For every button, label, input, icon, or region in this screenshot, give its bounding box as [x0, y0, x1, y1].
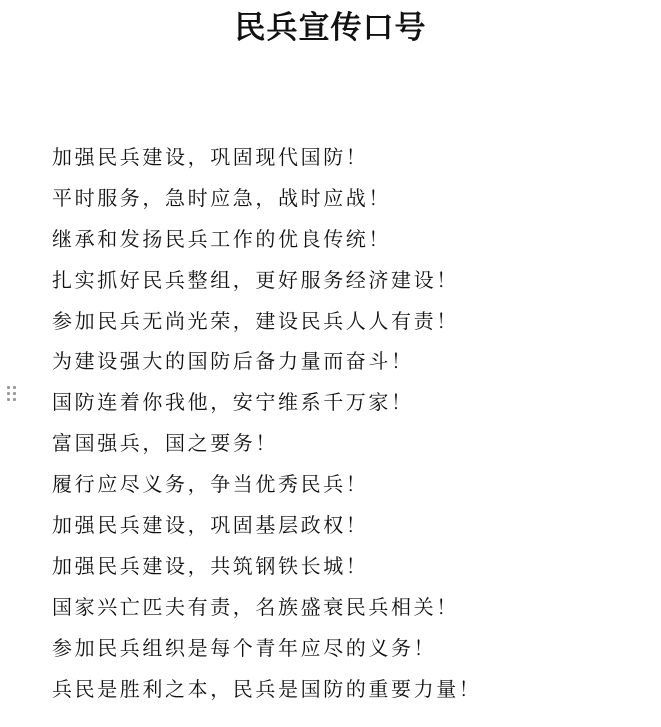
slogan-line: 兵民是胜利之本，民兵是国防的重要力量！	[52, 676, 482, 701]
slogan-list	[52, 137, 481, 709]
slogan-line: 加强民兵建设，巩固基层政权！	[52, 513, 369, 538]
slogan-line: 加强民兵建设，巩固现代国防！	[52, 145, 369, 169]
drag-handle-dot	[7, 398, 10, 401]
drag-handle-icon[interactable]	[7, 386, 17, 402]
slogan-line: 国家兴亡匹夫有责，名族盛衰民兵相关！	[52, 594, 459, 619]
slogan-line: 为建设强大的国防后备力量而奋斗！	[52, 349, 414, 374]
drag-handle-dot	[13, 392, 16, 395]
slogan-line: 参加民兵组织是每个青年应尽的义务！	[52, 635, 437, 660]
slogan-line: 履行应尽义务，争当优秀民兵！	[52, 472, 369, 497]
slogan-line: 国防连着你我他，安宁维系千万家！	[52, 390, 414, 415]
page-title: 民兵宣传口号	[234, 10, 427, 46]
drag-handle-dot	[13, 398, 16, 401]
slogan-line: 富国强兵，国之要务！	[52, 431, 278, 456]
drag-handle-dot	[13, 386, 16, 389]
slogan-line: 继承和发扬民兵工作的优良传统！	[52, 226, 391, 251]
drag-handle-dot	[7, 386, 10, 389]
slogan-line: 平时服务，急时应急，战时应战！	[52, 185, 391, 210]
slogan-line: 加强民兵建设，共筑钢铁长城！	[52, 553, 369, 578]
drag-handle-dot	[7, 392, 10, 395]
slogan-line: 参加民兵无尚光荣，建设民兵人人有责！	[52, 308, 459, 333]
slogan-line: 扎实抓好民兵整组，更好服务经济建设！	[52, 267, 459, 292]
